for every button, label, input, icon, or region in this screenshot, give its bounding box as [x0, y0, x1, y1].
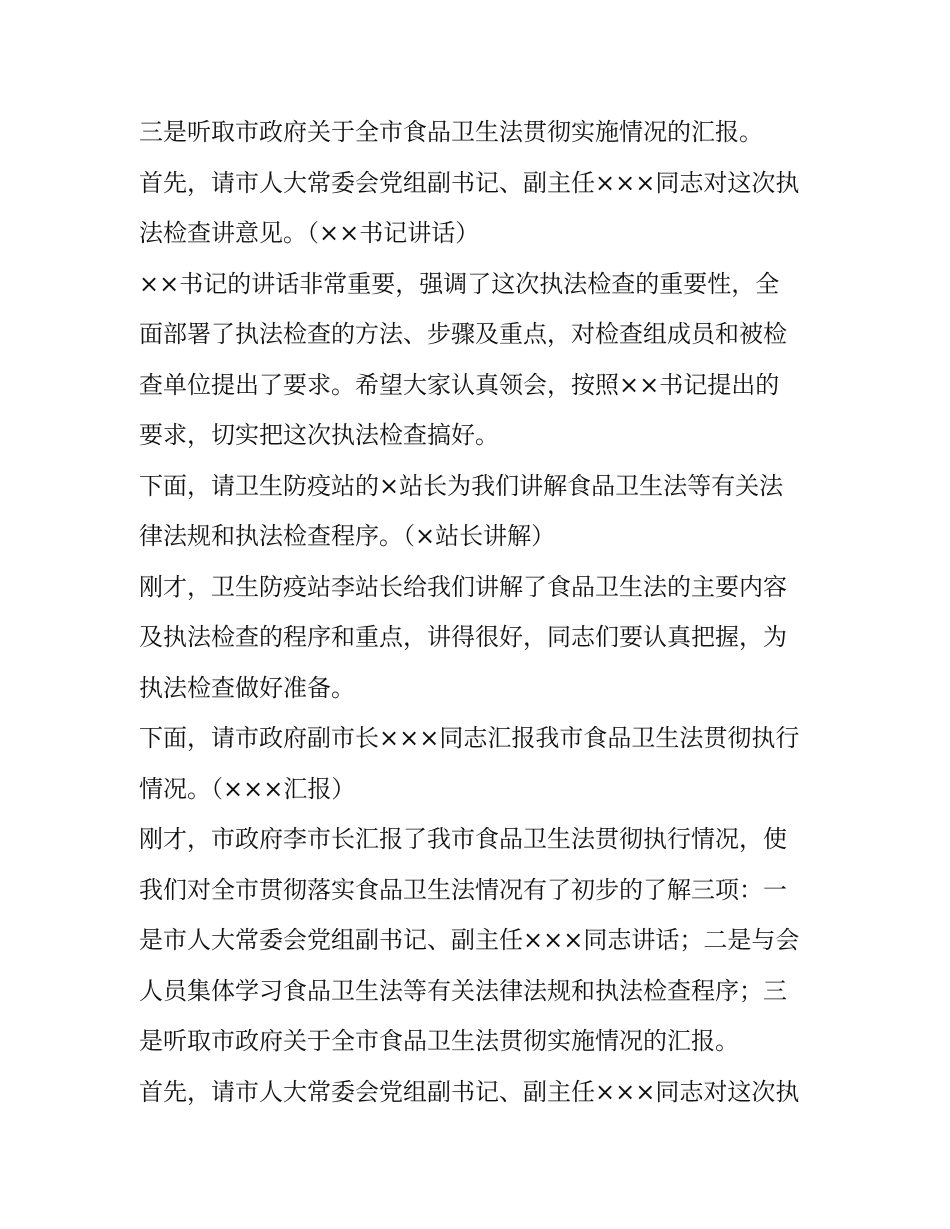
text-line-10: 刚才，卫生防疫站李站长给我们讲解了食品卫生法的主要内容 [139, 572, 787, 601]
text-line-1: 三是听取市政府关于全市食品卫生法贯彻实施情况的汇报。 [139, 118, 763, 146]
text-line-3: 法检查讲意见。（××书记讲话） [139, 219, 480, 247]
text-line-2: 首先，请市人大常委会党组副书记、副主任×××同志对这次执 [139, 168, 800, 197]
text-line-18: 人员集体学习食品卫生法等有关法律法规和执法检查程序；三 [139, 976, 787, 1005]
text-line-12: 执法检查做好准备。 [139, 673, 355, 702]
text-line-14: 情况。（×××汇报） [139, 774, 356, 803]
text-line-20: 首先，请市人大常委会党组副书记、副主任×××同志对这次执 [139, 1077, 800, 1106]
text-line-13: 下面，请市政府副市长×××同志汇报我市食品卫生法贯彻执行 [139, 724, 800, 752]
text-line-6: 查单位提出了要求。希望大家认真领会，按照××书记提出的 [139, 370, 780, 399]
text-line-16: 我们对全市贯彻落实食品卫生法情况有了初步的了解三项：一 [139, 875, 787, 904]
text-line-11: 及执法检查的程序和重点，讲得很好，同志们要认真把握，为 [139, 623, 787, 651]
text-line-9: 律法规和执法检查程序。（×站长讲解） [139, 522, 556, 550]
text-line-15: 刚才，市政府李市长汇报了我市食品卫生法贯彻执行情况，使 [139, 825, 787, 853]
text-line-19: 是听取市政府关于全市食品卫生法贯彻实施情况的汇报。 [139, 1027, 739, 1055]
text-line-4: ××书记的讲话非常重要，强调了这次执法检查的重要性，全 [139, 269, 780, 298]
text-line-17: 是市人大常委会党组副书记、副主任×××同志讲话；二是与会 [139, 926, 800, 954]
document-body [139, 107, 819, 1117]
text-line-7: 要求，切实把这次执法检查搞好。 [139, 421, 499, 449]
text-line-8: 下面，请卫生防疫站的×站长为我们讲解食品卫生法等有关法 [139, 471, 784, 500]
text-line-5: 面部署了执法检查的方法、步骤及重点，对检查组成员和被检 [139, 320, 787, 348]
